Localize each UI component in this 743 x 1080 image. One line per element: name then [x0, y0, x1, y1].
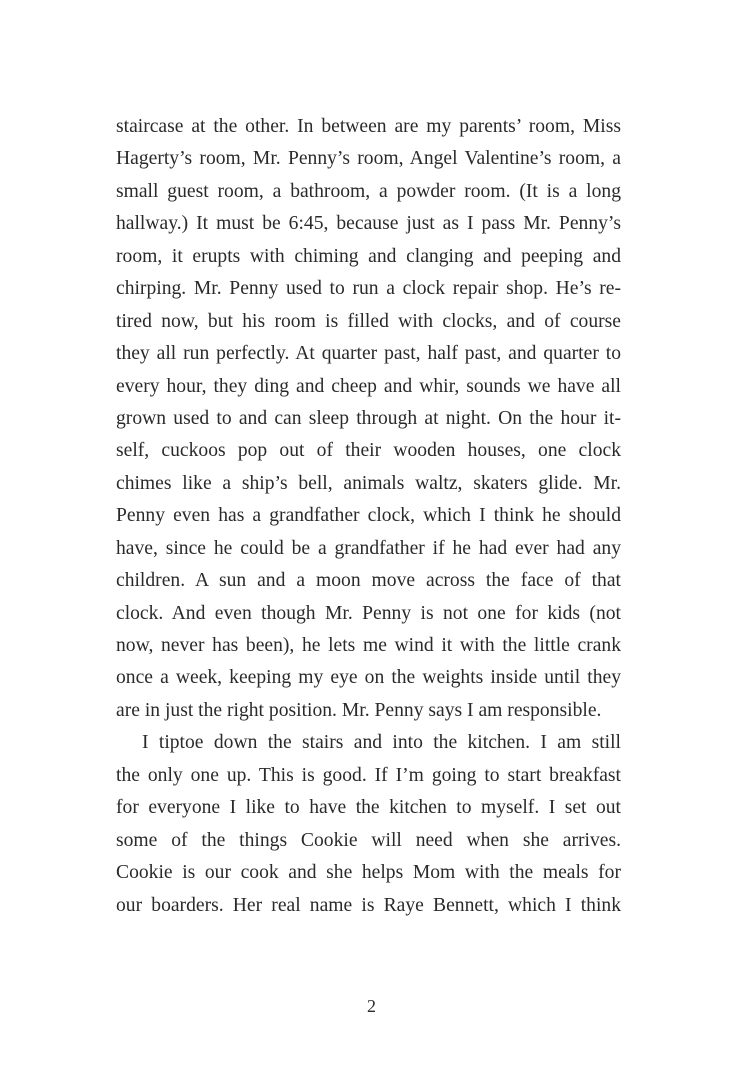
text-line: chirping. Mr. Penny used to run a clock repair shop. He’s re-	[116, 278, 621, 300]
text-line: chimes like a ship’s bell, animals waltz, skaters glide. Mr.	[116, 472, 621, 494]
page-number: 2	[367, 996, 376, 1016]
text-line: once a week, keeping my eye on the weights inside until they	[116, 667, 621, 689]
text-line: the only one up. This is good. If I’m going to start breakfast	[116, 764, 621, 786]
paragraph-2	[116, 727, 621, 922]
text-line: self, cuckoos pop out of their wooden houses, one clock	[116, 440, 621, 462]
text-line: now, never has been), he lets me wind it with the little crank	[116, 635, 621, 656]
text-line: hallway.) It must be 6:45, because just as I pass Mr. Penny’s	[116, 213, 621, 235]
body-text	[116, 111, 621, 922]
text-line: room, it erupts with chiming and clanging and peeping and	[116, 245, 621, 267]
text-line: every hour, they ding and cheep and whir, sounds we have all	[116, 375, 621, 397]
text-line: have, since he could be a grandfather if he had ever had any	[116, 537, 621, 559]
text-line: are in just the right position. Mr. Penny says I am responsible.	[116, 699, 602, 721]
text-line: Hagerty’s room, Mr. Penny’s room, Angel Valentine’s room, a	[116, 148, 621, 170]
text-line: tired now, but his room is filled with clocks, and of course	[116, 310, 621, 332]
text-line: I tiptoe down the stairs and into the kitchen. I am still	[142, 732, 621, 754]
text-line: grown used to and can sleep through at night. On the hour it-	[116, 407, 621, 429]
paragraph-1	[116, 111, 621, 727]
text-line: staircase at the other. In between are my parents’ room, Miss	[116, 116, 621, 137]
text-line: clock. And even though Mr. Penny is not one for kids (not	[116, 602, 621, 624]
text-line: children. A sun and a moon move across the face of that	[116, 570, 621, 592]
text-line: they all run perfectly. At quarter past, half past, and quarter to	[116, 343, 621, 365]
text-line: some of the things Cookie will need when she arrives.	[116, 829, 621, 851]
text-line: Cookie is our cook and she helps Mom with the meals for	[116, 862, 621, 884]
text-line: Penny even has a grandfather clock, which I think he should	[116, 505, 621, 527]
text-line: small guest room, a bathroom, a powder room. (It is a long	[116, 180, 621, 202]
text-line: for everyone I like to have the kitchen to myself. I set out	[116, 797, 621, 819]
text-line: our boarders. Her real name is Raye Bennett, which I think	[116, 894, 621, 916]
